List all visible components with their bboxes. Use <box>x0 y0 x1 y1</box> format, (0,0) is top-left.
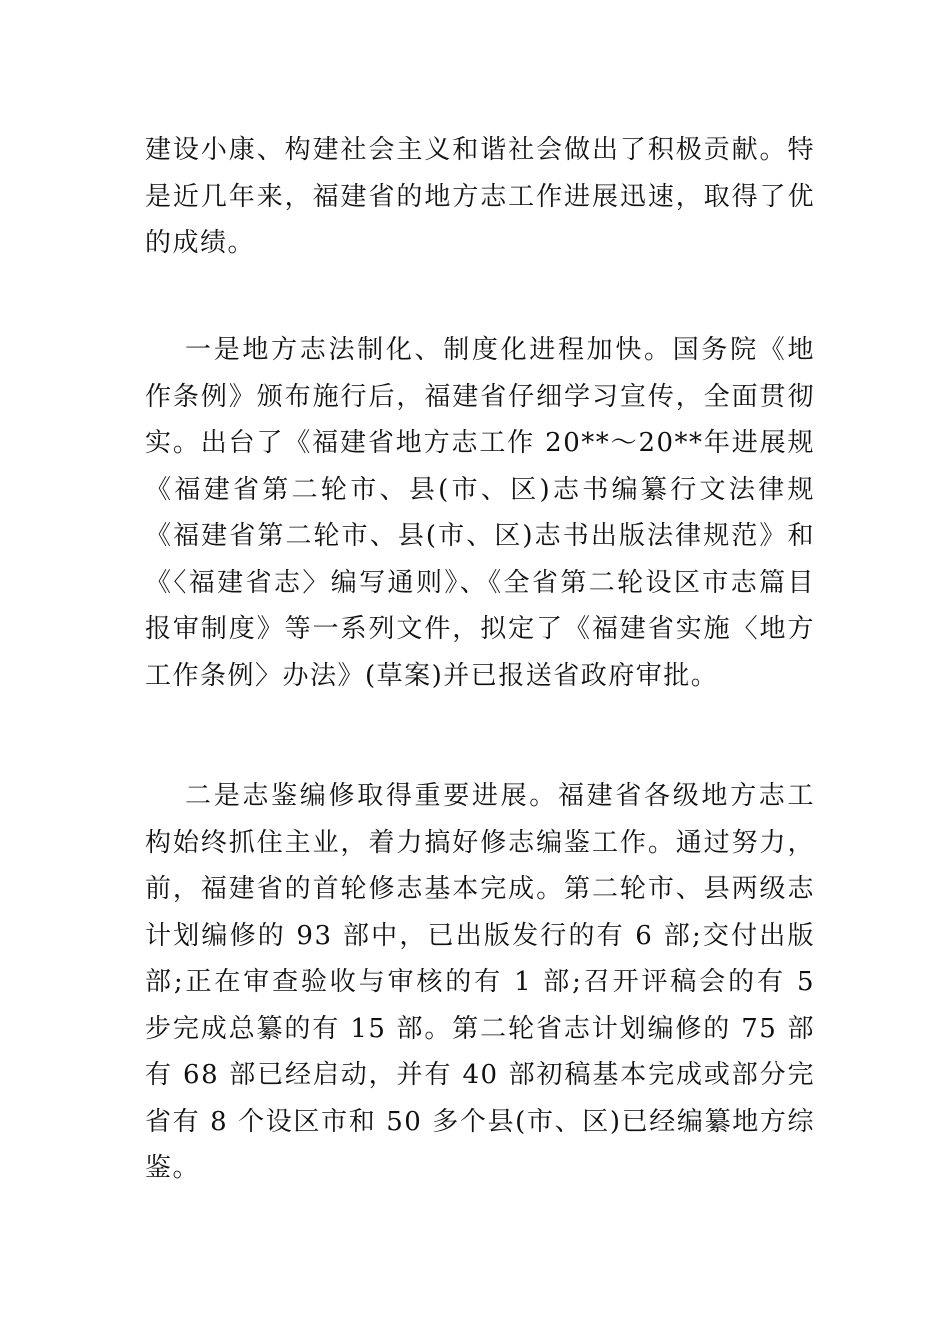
text-line: 《〈福建省志〉编写通则》、《全省第二轮设区市志篇目 <box>145 567 815 598</box>
text-line: 是近几年来，福建省的地方志工作进展迅速，取得了优 <box>145 181 815 212</box>
text-line: 省有 8 个设区市和 50 多个县(市、区)已经编纂地方综 <box>145 1106 815 1137</box>
text-line: 构始终抓住主业，着力搞好修志编鉴工作。通过努力， <box>145 827 815 858</box>
paragraph-compilation-progress <box>145 773 815 1192</box>
paragraph-legal-system <box>145 327 815 699</box>
text-line: 建设小康、构建社会主义和谐社会做出了积极贡献。特 <box>145 135 815 165</box>
text-line: 部;正在审查验收与审核的有 1 部;召开评稿会的有 5 <box>145 967 815 997</box>
text-line: 的成绩。 <box>145 228 256 258</box>
text-line: 步完成总纂的有 15 部。第二轮省志计划编修的 75 部 <box>145 1013 815 1044</box>
paragraph-intro <box>145 127 815 267</box>
text-line: 作条例》颁布施行后，福建省仔细学习宣传，全面贯彻 <box>145 381 815 412</box>
text-line: 二是志鉴编修取得重要进展。福建省各级地方志工 <box>185 781 815 811</box>
text-line: 报审制度》等一系列文件，拟定了《福建省实施〈地方 <box>145 614 815 644</box>
text-line: 工作条例〉办法》(草案)并已报送省政府审批。 <box>145 660 719 691</box>
text-line: 计划编修的 93 部中，已出版发行的有 6 部;交付出版 <box>145 920 815 951</box>
text-line: 《福建省第二轮市、县(市、区)志书编纂行文法律规 <box>145 474 815 505</box>
text-line: 前，福建省的首轮修志基本完成。第二轮市、县两级志 <box>145 874 815 904</box>
text-line: 有 68 部已经启动，并有 40 部初稿基本完成或部分完 <box>145 1060 815 1090</box>
text-line: 鉴。 <box>145 1153 201 1183</box>
text-line: 一是地方志法制化、制度化进程加快。国务院《地 <box>185 335 815 365</box>
text-line: 实。出台了《福建省地方志工作 20**～20**年进展规 <box>145 428 815 458</box>
text-line: 《福建省第二轮市、县(市、区)志书出版法律规范》和 <box>145 521 815 551</box>
